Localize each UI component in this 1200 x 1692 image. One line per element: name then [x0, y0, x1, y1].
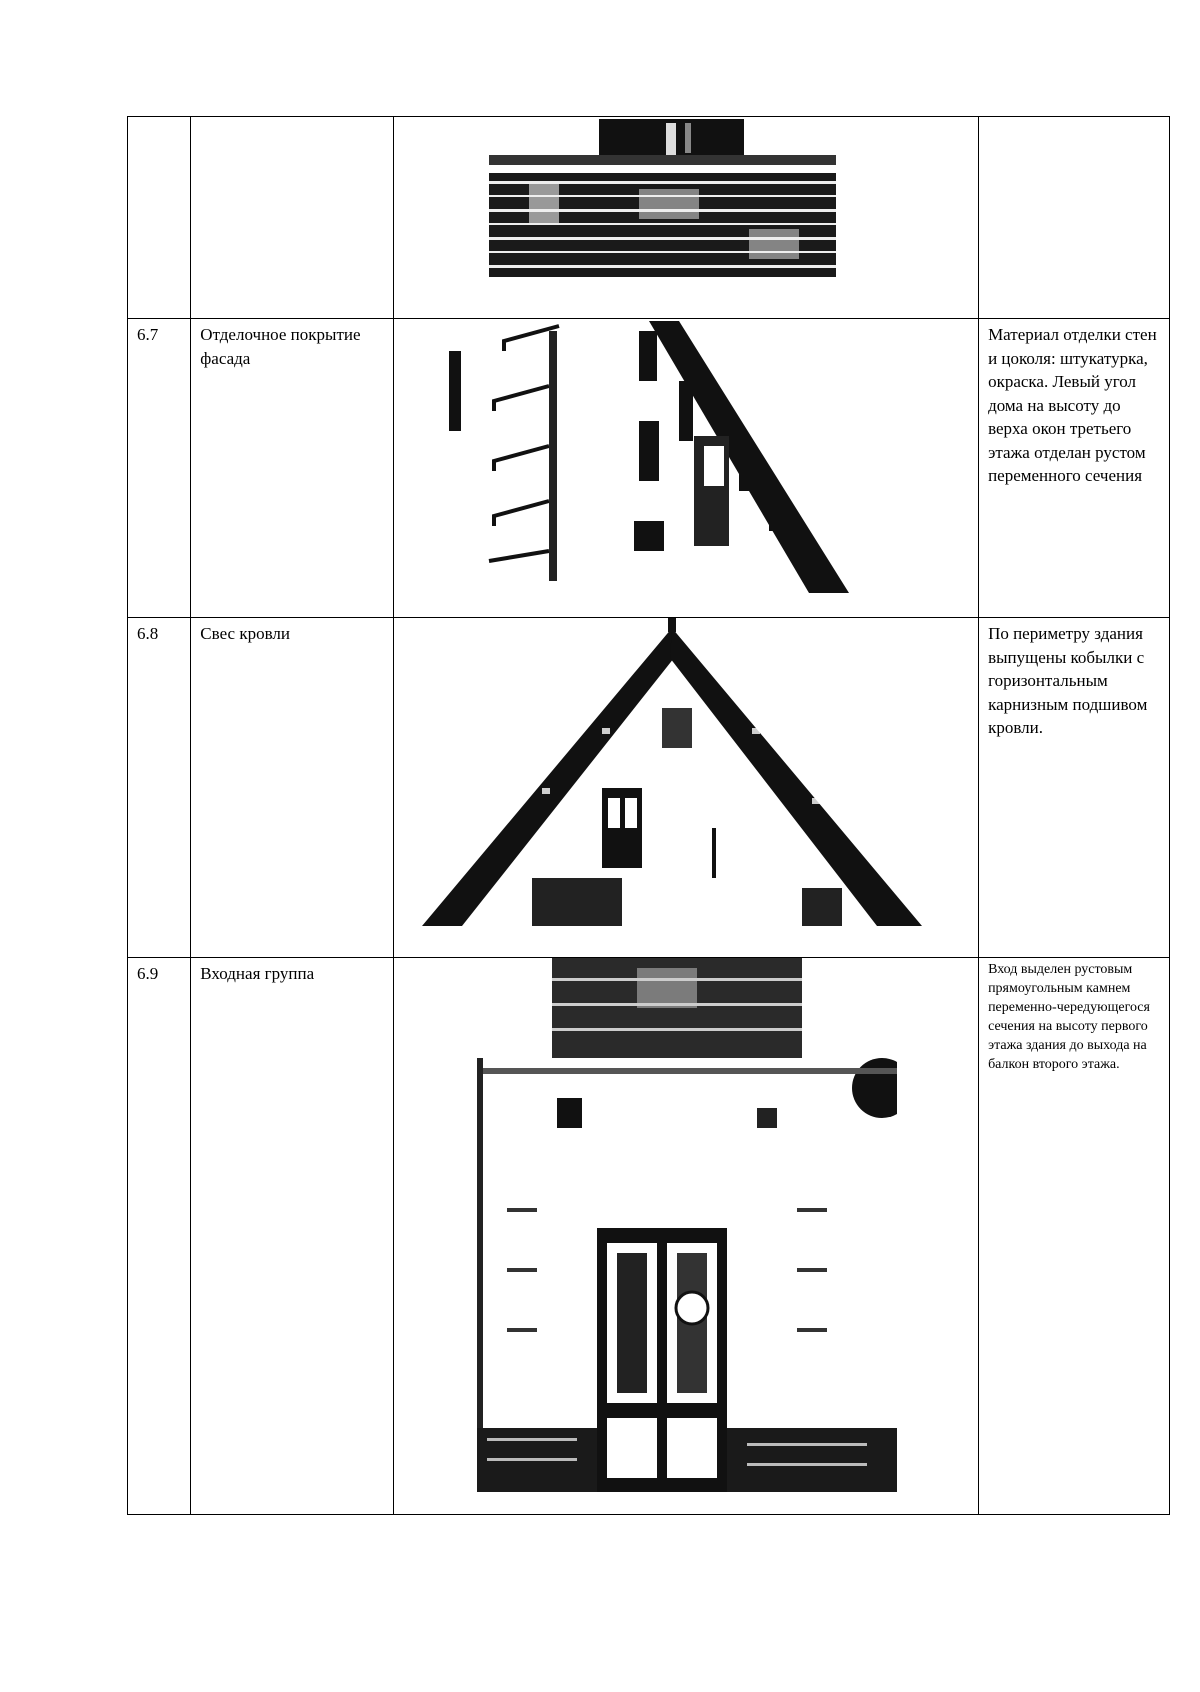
- entrance-photo: [477, 958, 897, 1492]
- item-number-cell: [128, 618, 191, 958]
- photo-cell: [394, 319, 979, 618]
- facade-base-photo: [489, 119, 836, 277]
- item-description: Материал отделки стен и цоколя: штукатурка, окраска. Левый угол дома на высоту до верха окон третьего этажа отделан рустом переменного сечения: [988, 325, 1157, 485]
- item-name-cell: [191, 117, 394, 319]
- description-cell: [979, 618, 1170, 958]
- item-number: 6.7: [137, 325, 159, 344]
- table-row: [128, 117, 1170, 319]
- item-name-cell: [191, 618, 394, 958]
- item-name-cell: [191, 958, 394, 1515]
- photo-cell: [394, 618, 979, 958]
- item-number-cell: [128, 958, 191, 1515]
- item-description: По периметру здания выпущены кобылки с горизонтальным карнизным подшивом кровли.: [988, 624, 1148, 737]
- description-cell: [979, 319, 1170, 618]
- item-name: Свес кровли: [200, 624, 290, 643]
- table-row: [128, 958, 1170, 1515]
- description-cell: [979, 117, 1170, 319]
- item-number: 6.8: [137, 624, 159, 643]
- item-number-cell: [128, 117, 191, 319]
- table-row: [128, 618, 1170, 958]
- facade-corner-photo: [449, 321, 849, 593]
- photo-cell: [394, 958, 979, 1515]
- item-name: Отделочное покрытие фасада: [200, 325, 361, 368]
- table-row: [128, 319, 1170, 618]
- photo-cell: [394, 117, 979, 319]
- description-cell: [979, 958, 1170, 1515]
- item-number: 6.9: [137, 964, 159, 983]
- roof-eave-photo: [422, 618, 922, 926]
- item-name-cell: [191, 319, 394, 618]
- item-description: Вход выделен рустовым прямоугольным камнем переменно-чередующегося сечения на высоту первого этажа здания до выхода на балкон второго этажа.: [988, 962, 1150, 1072]
- building-elements-table: [127, 116, 1170, 1515]
- item-number-cell: [128, 319, 191, 618]
- item-name: Входная группа: [200, 964, 315, 983]
